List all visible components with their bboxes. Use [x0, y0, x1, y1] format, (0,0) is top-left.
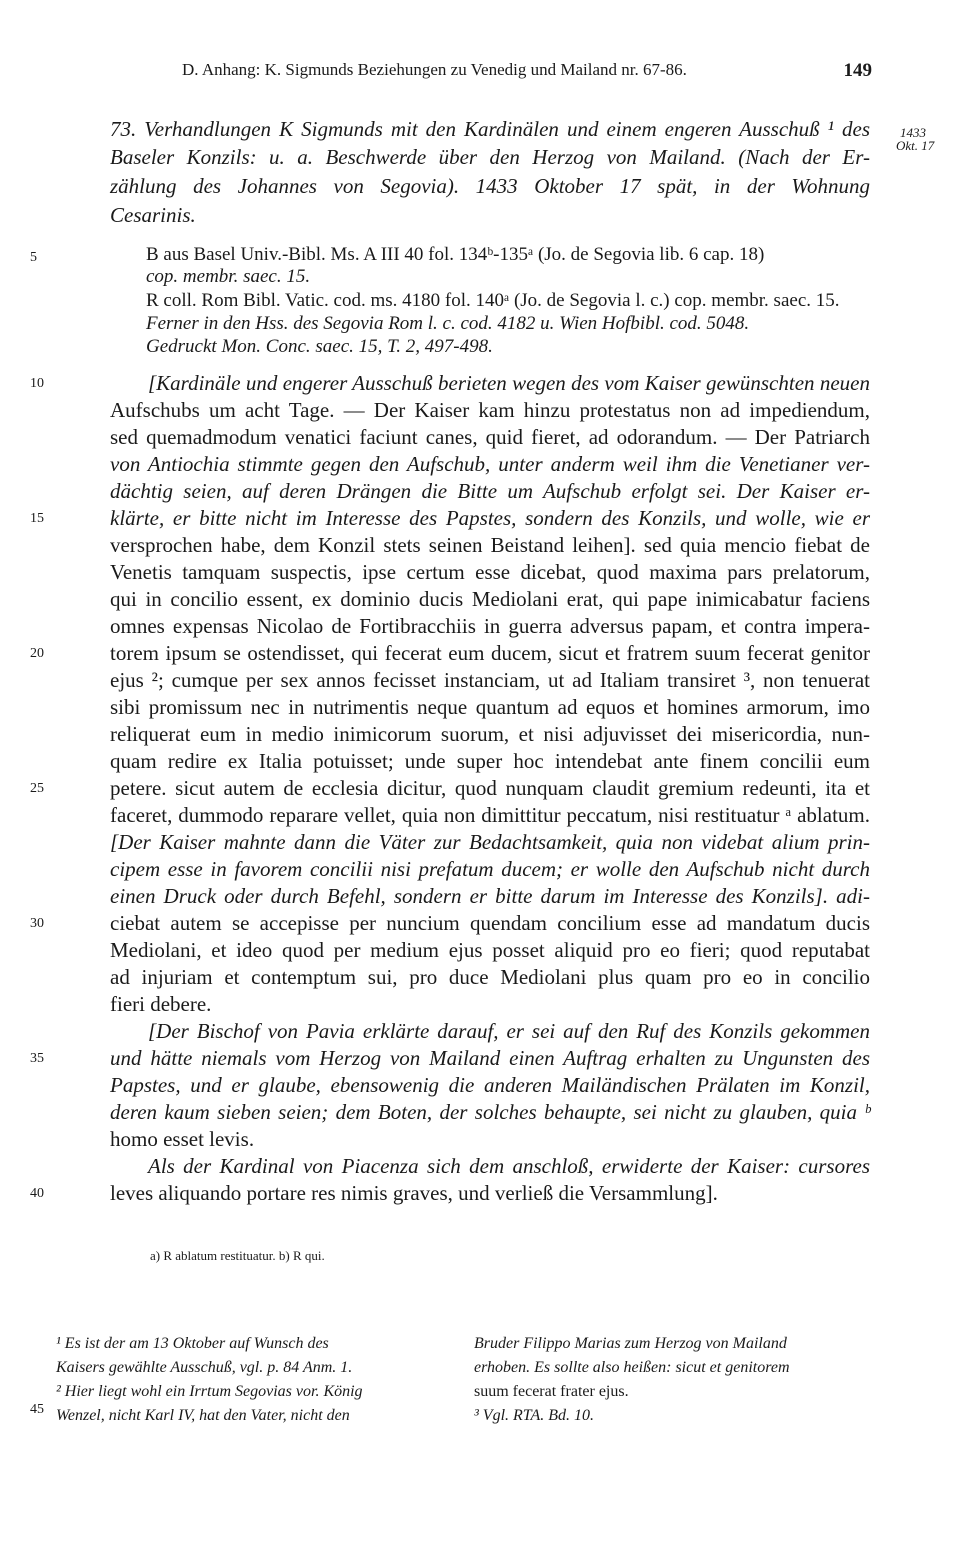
- body-line: homo esset levis.: [110, 1127, 255, 1151]
- line-number: 15: [30, 511, 44, 526]
- page-number: 149: [843, 60, 872, 81]
- heading-line: zählung des Johannes von Segovia). 1433 Oktober 17 spät, in der Wohnung: [110, 174, 870, 198]
- footnote-line: Kaisers gewählte Ausschuß, vgl. p. 84 Anm. 1.: [56, 1359, 353, 1376]
- body-line: ciebat autem se accepisse per nuncium quendam concilium esse ad mandatum ducis: [110, 911, 870, 935]
- margin-date: [896, 125, 935, 153]
- body-line: cipem esse in favorem concilii nisi prefatum ducem; er wolle den Aufschub nicht durch: [110, 857, 870, 881]
- apparatus-line: Gedruckt Mon. Conc. saec. 15, T. 2, 497-498.: [146, 336, 493, 357]
- body-line: klärte, er bitte nicht im Interesse des Papstes, sondern des Konzils, und wolle, wie er: [110, 506, 870, 530]
- footnote-line: suum fecerat frater ejus.: [474, 1383, 629, 1400]
- body-line: qui in concilio essent, ex dominio ducis Mediolani erat, qui pape inimicabatur faciens: [110, 587, 870, 611]
- body-line: faceret, dummodo reparare vellet, quia non dimittitur peccatum, nisi restituatur ᵃ ablatum.: [110, 803, 870, 827]
- body-line: von Antiochia stimmte gegen den Aufschub, unter anderm weil ihm die Venetianer ver-: [110, 452, 870, 476]
- body-line: [Kardinäle und engerer Ausschuß berieten wegen des vom Kaiser gewünschten neuen: [148, 371, 870, 395]
- footnote-line: Bruder Filippo Marias zum Herzog von Mailand: [474, 1335, 787, 1352]
- footnote-line: ² Hier liegt wohl ein Irrtum Segovias vor. König: [56, 1383, 363, 1400]
- heading-line: Cesarinis.: [110, 203, 196, 227]
- footnotes-right: [474, 1332, 874, 1428]
- body-line: Mediolani, et ideo quod per medium ejus posset aliquid pro eo fieri; quod reputabat: [110, 938, 870, 962]
- body-line: torem ipsum se ostendisset, qui fecerat eum ducem, sicut et fratrem suum fecerat genitor: [110, 641, 870, 665]
- body-line: Papstes, und er glaube, ebensowenig die anderen Mailändischen Prälaten im Konzil,: [110, 1073, 870, 1097]
- margin-day: Okt. 17: [896, 138, 935, 153]
- variant-readings: a) R ablatum restituatur. b) R qui.: [150, 1248, 325, 1263]
- footnote-line: erhoben. Es sollte also heißen: sicut et genitorem: [474, 1359, 790, 1376]
- body-line: leves aliquando portare res nimis graves, und verließ die Versammlung].: [110, 1181, 718, 1205]
- body-line: ejus ²; cumque per sex annos fecisset instanciam, ut ad Italiam transiret ³, non tenuerat: [110, 668, 870, 692]
- running-title: D. Anhang: K. Sigmunds Beziehungen zu Venedig und Mailand nr. 67-86.: [182, 60, 687, 79]
- body-line: ad injuriam et contemptum sui, pro duce Mediolani plus quam pro eo in concilio: [110, 965, 870, 989]
- line-number: 30: [30, 916, 44, 931]
- body-line: versprochen habe, dem Konzil stets seinen Beistand leihen]. sed quia mencio fiebat de: [110, 533, 870, 557]
- line-number: 40: [30, 1186, 44, 1201]
- body-line: [Der Kaiser mahnte dann die Väter zur Bedachtsamkeit, quia non videbat alium prin-: [110, 830, 870, 854]
- body-line: Venetis tamquam suspectis, ipse certum esse dicebat, quod maxima pars prelatorum,: [110, 560, 870, 584]
- body-line: dächtig seien, auf deren Drängen die Bitte um Aufschub erfolgt sei. Der Kaiser er-: [110, 479, 870, 503]
- line-number: 10: [30, 376, 44, 391]
- body-line: [Der Bischof von Pavia erklärte darauf, er sei auf den Ruf des Konzils gekommen: [148, 1019, 870, 1043]
- apparatus-line: cop. membr. saec. 15.: [146, 266, 311, 287]
- line-number: 5: [30, 250, 37, 265]
- margin-year: 1433: [900, 125, 926, 140]
- footnotes-left: [56, 1332, 451, 1428]
- heading-line: 73. Verhandlungen K Sigmunds mit den Kardinälen und einem engeren Ausschuß ¹ des: [110, 117, 870, 141]
- body-line: omnes expensas Nicolao de Fortibracchiis in guerra adversus papam, et contra impera-: [110, 614, 870, 638]
- body-line: reliquerat eum in medio inimicorum suorum, et nisi adjuvisset dei misericordia, nun-: [110, 722, 870, 746]
- apparatus-line: B aus Basel Univ.-Bibl. Ms. A III 40 fol. 134ᵇ-135ᵃ (Jo. de Segovia lib. 6 cap. 18): [146, 244, 765, 265]
- body-line: sibi promissum nec in nutrimentis neque quantum ad equos et homines armorum, imo: [110, 695, 870, 719]
- body-line: sed quemadmodum venatici faciunt canes, quid fieret, ad odorandum. — Der Patriarch: [110, 425, 870, 449]
- body-line: fieri debere.: [110, 992, 212, 1016]
- body-line: Aufschubs um acht Tage. — Der Kaiser kam hinzu protestatus non ad impediendum,: [110, 398, 870, 422]
- footnote-line: ¹ Es ist der am 13 Oktober auf Wunsch des: [56, 1335, 329, 1352]
- body-line: und hätte niemals vom Herzog von Mailand einen Auftrag erhalten zu Ungunsten des: [110, 1046, 870, 1070]
- heading-line: Baseler Konzils: u. a. Beschwerde über den Herzog von Mailand. (Nach der Er-: [110, 145, 870, 169]
- line-number: 45: [30, 1402, 44, 1417]
- body-line: petere. sicut autem de ecclesia dicitur, quod nunquam claudit gremium redeunti, ita et: [110, 776, 870, 800]
- apparatus-line: R coll. Rom Bibl. Vatic. cod. ms. 4180 fol. 140ᵃ (Jo. de Segovia l. c.) cop. membr. saec. 15.: [146, 290, 840, 311]
- running-header: [182, 60, 872, 82]
- line-number: 20: [30, 646, 44, 661]
- body-line: quam redire ex Italia potuisset; unde super hoc intendebat ante finem concilii eum: [110, 749, 870, 773]
- body-line: deren kaum sieben seien; dem Boten, der solches behaupte, sei nicht zu glauben, quia ᵇ: [110, 1100, 870, 1124]
- body-line: einen Druck oder durch Befehl, sondern er bitte darum im Interesse des Konzils]. adi-: [110, 884, 870, 908]
- apparatus-line: Ferner in den Hss. des Segovia Rom l. c. cod. 4182 u. Wien Hofbibl. cod. 5048.: [146, 313, 750, 334]
- line-number: 25: [30, 781, 44, 796]
- footnote-line: ³ Vgl. RTA. Bd. 10.: [474, 1407, 595, 1424]
- footnote-line: Wenzel, nicht Karl IV, hat den Vater, nicht den: [56, 1407, 350, 1424]
- body-line: Als der Kardinal von Piacenza sich dem anschloß, erwiderte der Kaiser: cursores: [148, 1154, 870, 1178]
- line-number: 35: [30, 1051, 44, 1066]
